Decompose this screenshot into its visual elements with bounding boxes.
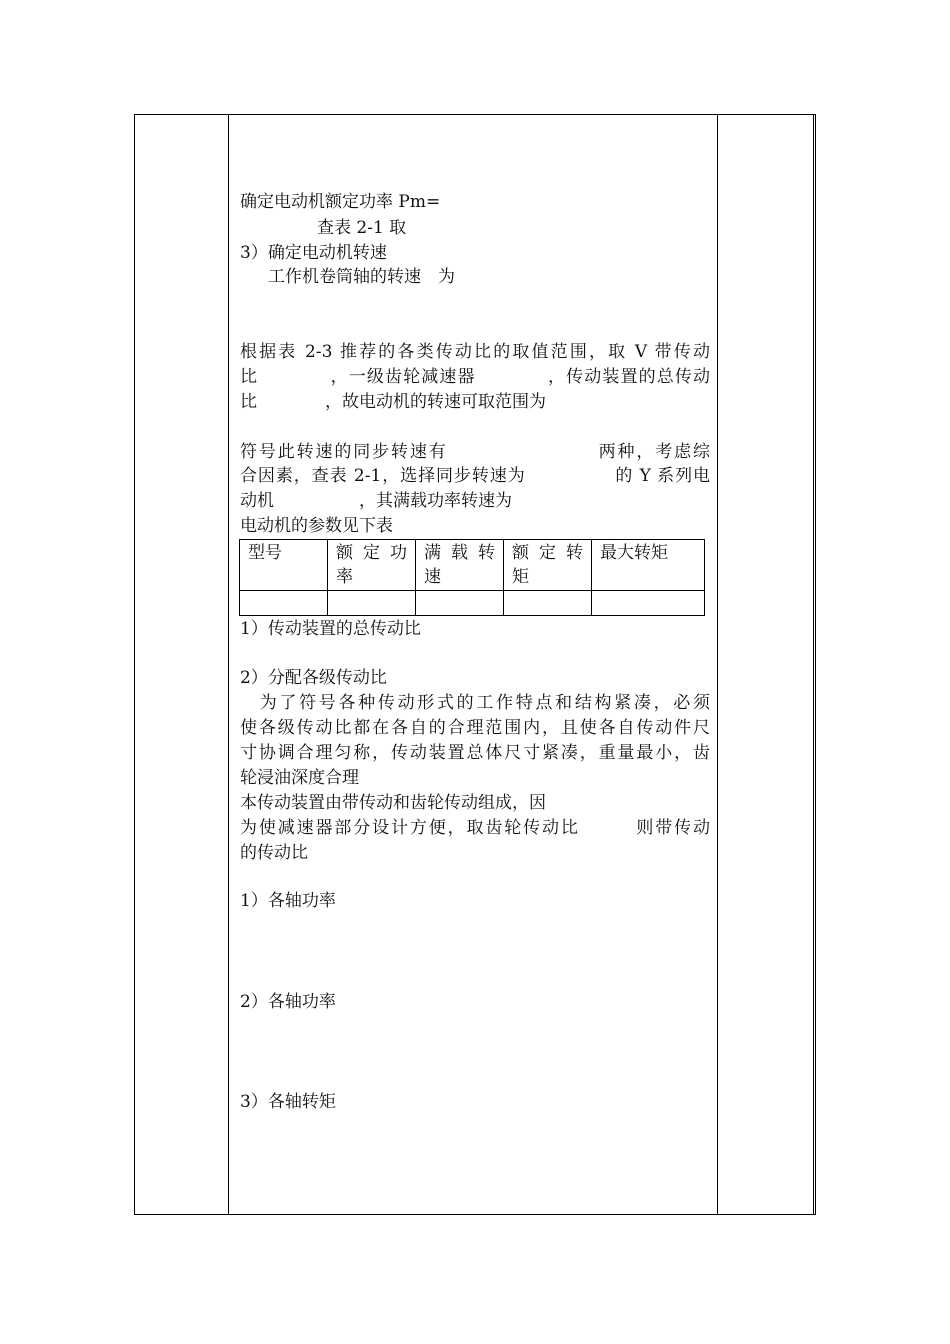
ratio-para-line-1: 为了符号各种传动形式的工作特点和结构紧凑，必须 <box>240 693 710 713</box>
ratio-para-line-4: 轮浸油深度合理 <box>240 768 359 788</box>
belt-gear-line-2: 为使减速器部分设计方便，取齿轮传动比 则带传动 <box>240 818 710 838</box>
table-lookup-line: 查表 2-1 取 <box>317 218 407 238</box>
cell-full-load-speed <box>416 591 504 616</box>
shaft-power-heading-2: 2）各轴功率 <box>240 992 336 1012</box>
sync-speed-line-2: 合因素，查表 2-1，选择同步转速为 的 Y 系列电 <box>240 466 710 486</box>
header-rated-power: 额 定 功 率 <box>328 540 416 591</box>
cell-rated-torque <box>504 591 592 616</box>
drum-speed-line: 工作机卷筒轴的转速 为 <box>268 267 455 287</box>
distribute-ratio-heading: 2）分配各级传动比 <box>240 668 387 688</box>
table-header-row <box>240 540 705 591</box>
belt-gear-line-3: 的传动比 <box>240 843 308 863</box>
column-divider-left <box>228 114 229 1215</box>
cell-max-torque <box>592 591 705 616</box>
table-caption: 电动机的参数见下表 <box>240 516 393 536</box>
total-ratio-heading: 1）传动装置的总传动比 <box>240 619 421 639</box>
outer-table-frame <box>134 114 816 1215</box>
ratio-range-line-1: 根据表 2-3 推荐的各类传动比的取值范围，取 V 带传动 <box>240 342 710 362</box>
sync-speed-line-3: 动机 ，其满载功率转速为 <box>240 491 512 511</box>
header-rated-torque: 额 定 转 矩 <box>504 540 592 591</box>
cell-rated-power <box>328 591 416 616</box>
rated-power-line: 确定电动机额定功率 Pm= <box>240 192 441 212</box>
ratio-para-line-3: 寸协调合理匀称，传动装置总体尺寸紧凑，重量最小，齿 <box>240 743 710 763</box>
table-row <box>240 591 705 616</box>
cell-model <box>240 591 328 616</box>
ratio-range-line-3: 比 ，故电动机的转速可取范围为 <box>240 392 546 412</box>
header-max-torque: 最大转矩 <box>592 540 705 591</box>
speed-heading: 3）确定电动机转速 <box>240 243 387 263</box>
header-full-load-speed: 满 载 转 速 <box>416 540 504 591</box>
column-divider-right <box>717 114 718 1215</box>
shaft-torque-heading: 3）各轴转矩 <box>240 1092 336 1112</box>
header-model: 型号 <box>240 540 328 591</box>
belt-gear-line-1: 本传动装置由带传动和齿轮传动组成，因 <box>240 793 546 813</box>
ratio-range-line-2: 比 ，一级齿轮减速器 ，传动装置的总传动 <box>240 367 710 387</box>
ratio-para-line-2: 使各级传动比都在各自的合理范围内，且使各自传动件尺 <box>240 718 710 738</box>
shaft-power-heading-1: 1）各轴功率 <box>240 891 336 911</box>
sync-speed-line-1: 符号此转速的同步转速有 两种，考虑综 <box>240 442 710 462</box>
motor-parameter-table <box>239 539 705 616</box>
column-divider-double <box>813 114 814 1215</box>
